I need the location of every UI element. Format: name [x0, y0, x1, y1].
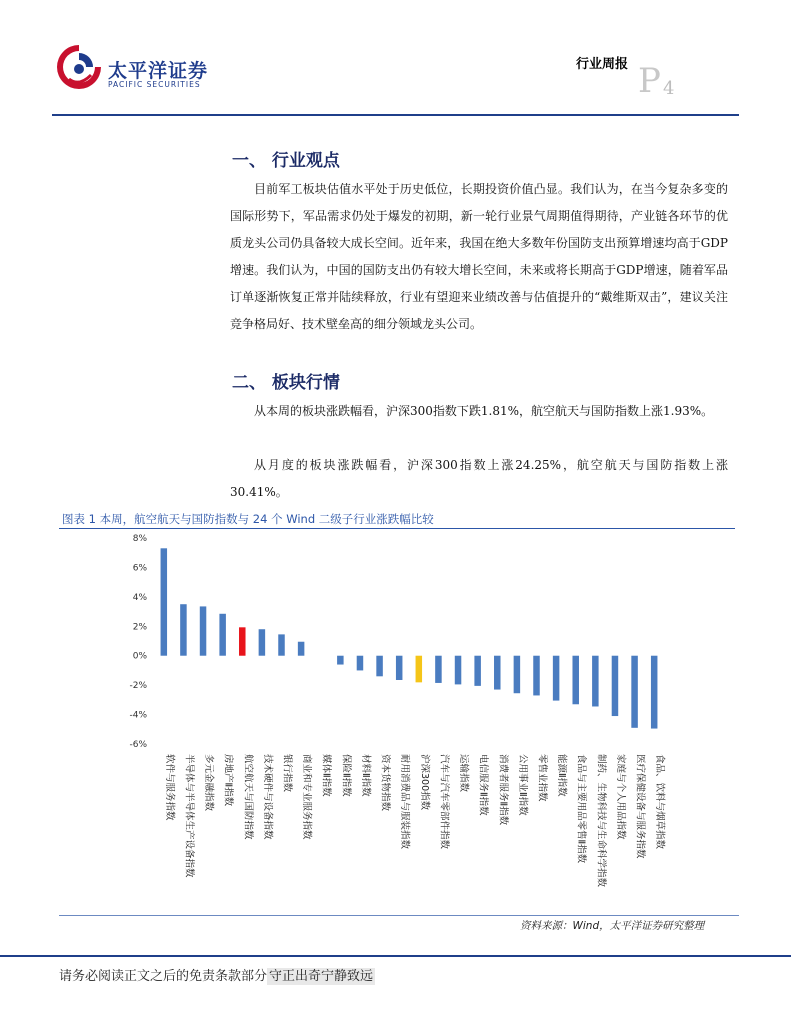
brand-name-en: PACIFIC SECURITIES [108, 80, 201, 89]
source-divider [59, 915, 739, 916]
x-category-label: 媒体Ⅱ指数 [320, 754, 332, 797]
bar [161, 548, 168, 655]
x-category-label: 航空航天与国防指数 [242, 754, 254, 840]
x-category-label: 多元金融指数 [203, 754, 215, 812]
x-category-label: 沪深300指数 [418, 754, 430, 811]
x-category-label: 技术硬件与设备指数 [261, 754, 273, 840]
bar [396, 656, 403, 680]
x-category-label: 保险Ⅱ指数 [340, 754, 352, 797]
bar [631, 656, 638, 728]
x-category-label: 房地产Ⅱ指数 [222, 754, 234, 807]
sector-performance-bar-chart [59, 530, 735, 912]
report-type: 行业周报 [576, 57, 629, 72]
x-category-label: 零售业指数 [536, 754, 548, 802]
x-category-label: 消费者服务Ⅱ指数 [497, 754, 509, 826]
section-heading-sector-performance: 二、 板块行情 [232, 373, 340, 393]
y-tick-label: 0% [132, 651, 147, 662]
header-divider [52, 114, 739, 116]
x-category-label: 能源Ⅱ指数 [556, 754, 568, 797]
bar [435, 656, 442, 683]
x-category-label: 银行指数 [281, 754, 293, 793]
y-tick-label: -6% [129, 740, 147, 750]
x-category-label: 医疗保健设备与服务指数 [634, 754, 646, 859]
x-category-label: 材料Ⅱ指数 [359, 754, 371, 797]
bar [219, 614, 226, 656]
x-category-label: 公用事业Ⅱ指数 [516, 754, 528, 816]
bar [514, 656, 521, 694]
bar [298, 642, 305, 656]
monthly-performance-paragraph: 从月度的板块涨跌幅看，沪深300指数上涨24.25%，航空航天与国防指数上涨30.41%。 [230, 458, 728, 499]
x-category-label: 电信服务Ⅱ指数 [477, 754, 489, 816]
bar [337, 656, 344, 665]
bar [612, 656, 619, 716]
page-number: 4 [663, 78, 675, 99]
bar [474, 656, 481, 686]
bar [376, 656, 383, 677]
page-letter: P [638, 61, 661, 101]
y-tick-label: 6% [132, 563, 147, 574]
bar [592, 656, 599, 707]
bar [533, 656, 540, 696]
bar [651, 656, 658, 729]
y-tick-label: -4% [129, 710, 147, 721]
bar [494, 656, 501, 690]
y-tick-label: 2% [132, 622, 147, 633]
x-category-label: 制药、生物科技与生命科学指数 [595, 754, 607, 888]
x-category-label: 食品与主要用品零售Ⅱ指数 [575, 754, 587, 864]
x-category-label: 耐用消费品与服装指数 [399, 754, 411, 850]
brand-name-cn: 太平洋证券 [108, 60, 209, 82]
bar [200, 606, 207, 655]
figure-title: 图表 1 本周，航空航天与国防指数与 24 个 Wind 二级子行业涨跌幅比较 [62, 512, 434, 526]
bar [278, 634, 285, 655]
section-heading-industry-view: 一、 行业观点 [232, 151, 340, 171]
bar [357, 656, 364, 671]
footer-divider [0, 955, 791, 957]
company-motto: 守正出奇宁静致远 [269, 969, 374, 984]
x-category-label: 商业和专业服务指数 [301, 754, 313, 840]
figure-source: 资料来源：Wind，太平洋证券研究整理 [520, 920, 705, 932]
bar [239, 627, 246, 655]
disclaimer-text: 请务必阅读正文之后的免责条款部分 [59, 969, 268, 984]
x-category-label: 运输指数 [458, 754, 470, 793]
bar [553, 656, 560, 701]
y-tick-label: 4% [132, 592, 147, 603]
x-category-label: 半导体与半导体生产设备指数 [183, 754, 195, 878]
bar [416, 656, 423, 683]
bar [572, 656, 579, 705]
x-category-label: 家庭与个人用品指数 [614, 754, 626, 840]
bar [180, 604, 187, 656]
bar [259, 629, 266, 655]
weekly-performance-paragraph: 从本周的板块涨跌幅看，沪深300指数下跌1.81%，航空航天与国防指数上涨1.93%。 [254, 404, 714, 418]
y-tick-label: -2% [129, 681, 147, 692]
x-category-label: 汽车与汽车零部件指数 [438, 754, 450, 850]
x-category-label: 食品、饮料与烟草指数 [654, 754, 666, 850]
pacific-securities-logo [55, 43, 103, 91]
y-tick-label: 8% [132, 534, 147, 544]
bar [455, 656, 462, 685]
x-category-label: 软件与服务指数 [163, 754, 175, 821]
industry-view-paragraph: 目前军工板块估值水平处于历史低位，长期投资价值凸显。我们认为，在当今复杂多变的国际形势下，军品需求仍处于爆发的初期，新一轮行业景气周期值得期待，产业链各环节的优质龙头公司仍具备较大成长空间。近年来，我国在绝大多数年份国防支出预算增速均高于GDP增速。我们认为，中国的国防支出仍有较大增长空间，未来或将长期高于GDP增速，随着军品订单逐渐恢复正常并陆续释放，行业有望迎来业绩改善与估值提升的“戴维斯双击”，建议关注竞争格局好、技术壁垒高的细分领域龙头公司。 [230, 182, 728, 331]
x-category-label: 资本货物指数 [379, 754, 391, 812]
footer-disclaimer [59, 965, 375, 984]
